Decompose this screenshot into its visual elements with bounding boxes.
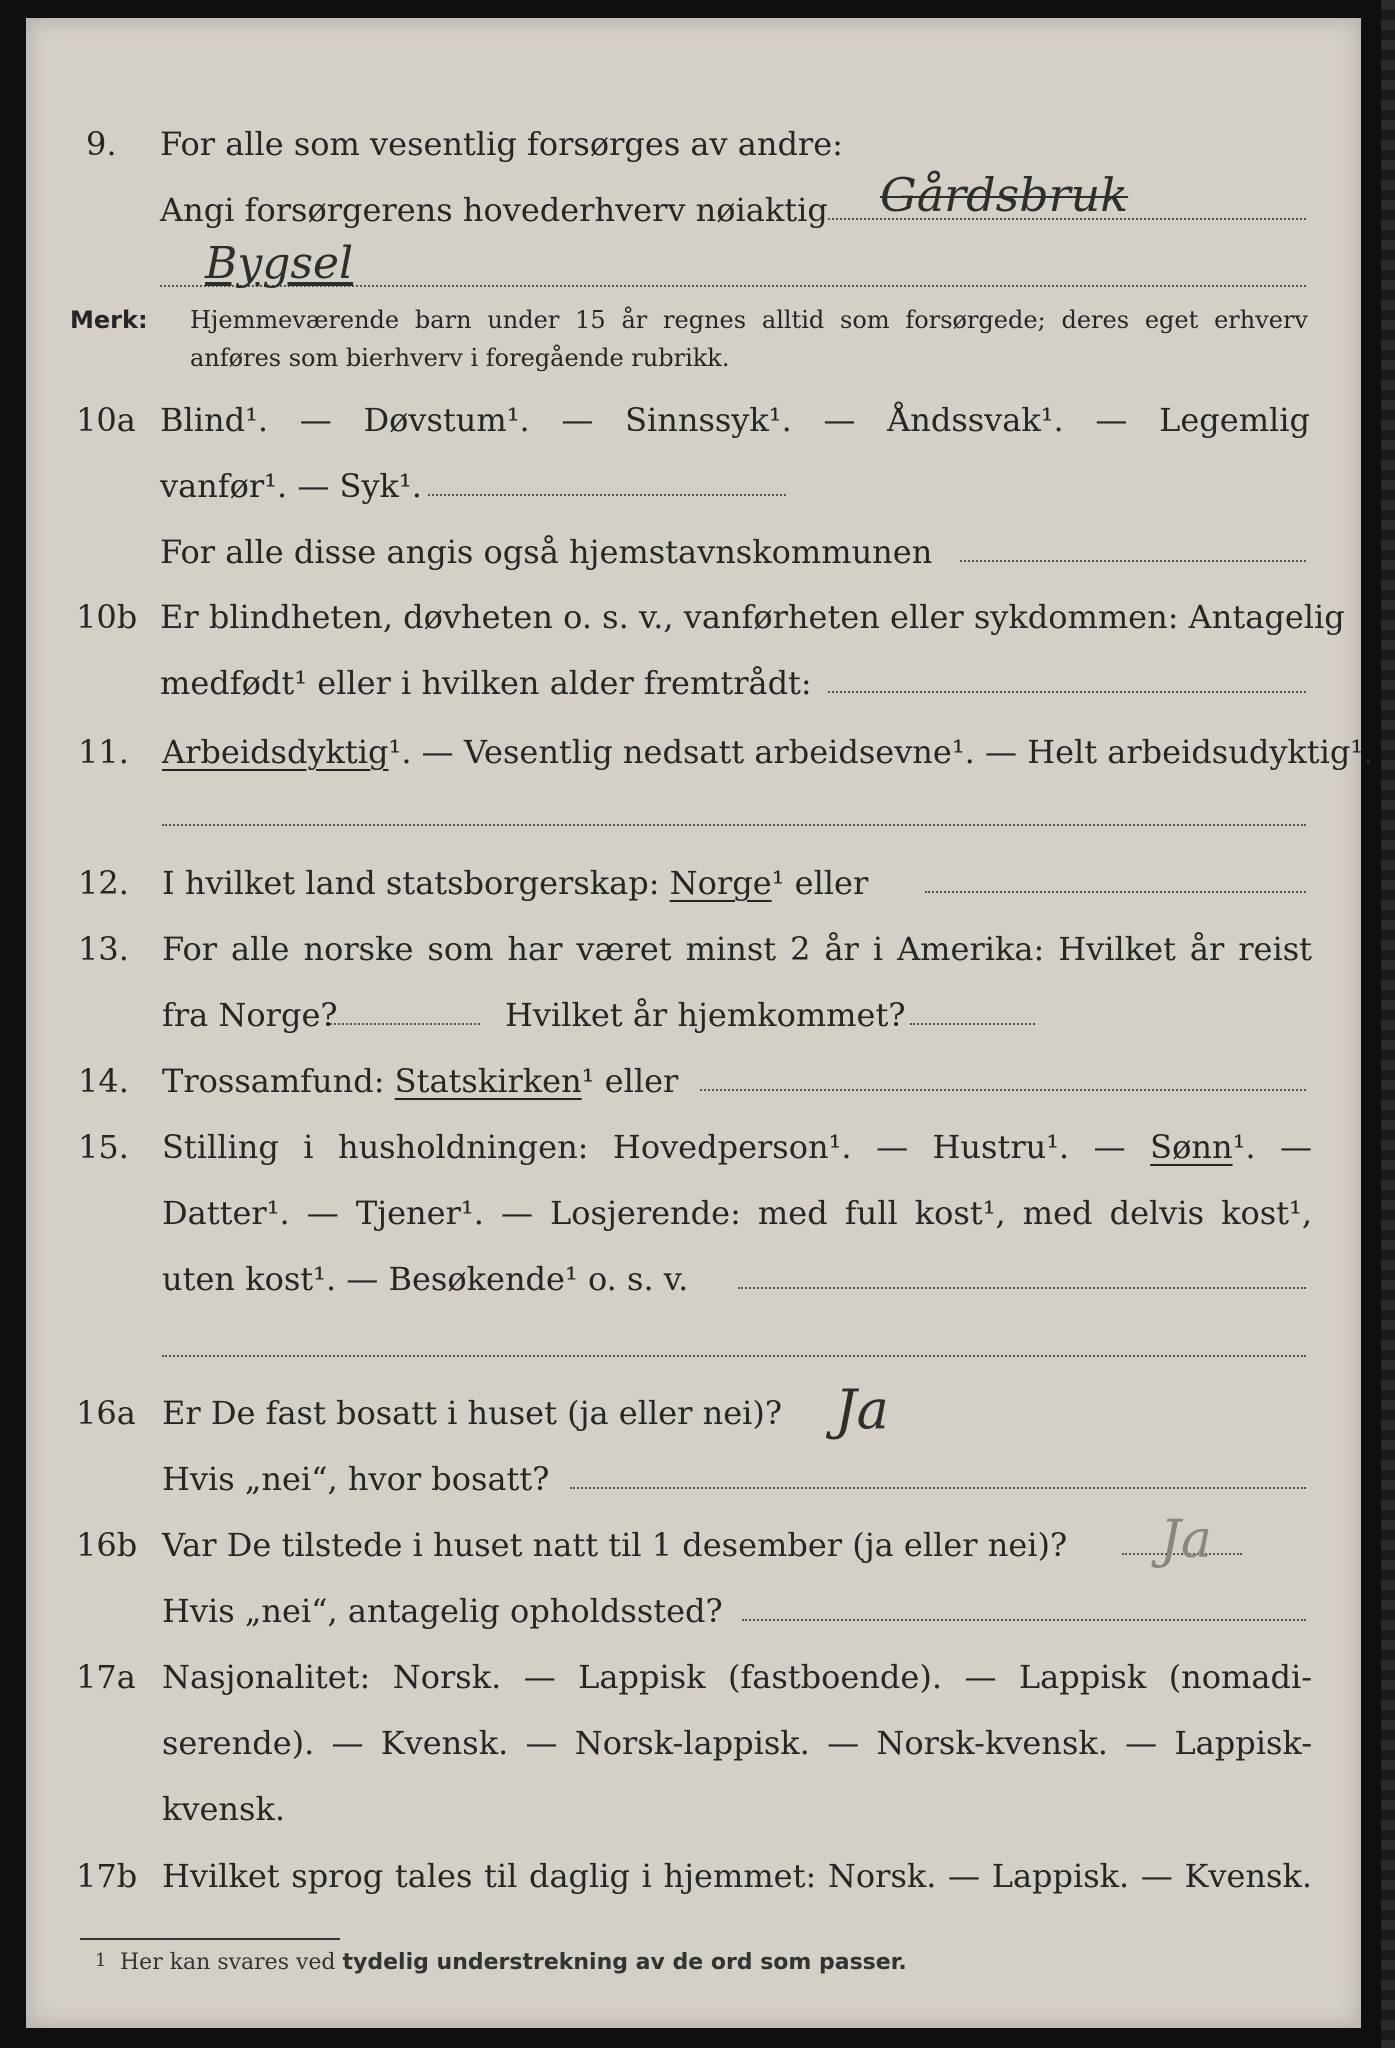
q15-line2: Datter¹. — Tjener¹. — Losjerende: med full kost¹, med delvis kost¹, [162, 1194, 1312, 1232]
q11-number: 11. [78, 733, 129, 771]
q12-line [162, 863, 868, 903]
q13-line1: For alle norske som har været minst 2 år i Amerika: Hvilket år reist [162, 930, 1312, 968]
q15-option-underlined[interactable]: Sønn [1150, 1128, 1233, 1166]
q15-line1-post: ¹. — [1232, 1128, 1313, 1166]
merk-line1: Hjemmeværende barn under 15 år regnes alltid som forsørgede; deres eget erhverv [190, 306, 1308, 334]
merk-line2: anføres som bierhverv i foregående rubrikk. [190, 344, 730, 372]
q12-pre: I hvilket land statsborgerskap: [162, 864, 660, 902]
q14-line [162, 1061, 678, 1101]
q16b-handwritten-answer: Ja [1160, 1510, 1212, 1570]
footnote-text [120, 1950, 907, 1975]
footnote-pre: Her kan svares ved [120, 1950, 336, 1975]
footnote-rule [80, 1938, 340, 1940]
q11-answer-line[interactable] [162, 824, 1306, 826]
q13-return-year-line[interactable] [910, 1023, 1035, 1025]
q9-handwritten-detail: Bygsel [205, 238, 354, 289]
q16a-handwritten-answer: Ja [835, 1378, 889, 1441]
q12-number: 12. [78, 864, 129, 902]
q10a-line3: For alle disse angis også hjemstavnskommunen [160, 533, 933, 571]
q16a-line1: Er De fast bosatt i huset (ja eller nei)? [162, 1394, 783, 1432]
q11-rest: ¹. — Vesentlig nedsatt arbeidsevne¹. — Helt arbeidsudyktig¹. [388, 733, 1374, 771]
q17b-line1: Hvilket sprog tales til daglig i hjemmet: Norsk. — Lappisk. — Kvensk. [162, 1857, 1312, 1895]
q16b-stay-line[interactable] [742, 1619, 1306, 1621]
q11-option-underlined[interactable]: Arbeidsdyktig [162, 733, 389, 771]
q15-answer-line2[interactable] [162, 1355, 1306, 1357]
q15-answer-line1[interactable] [738, 1287, 1306, 1289]
q15-line1-pre: Stilling i husholdningen: Hovedperson¹. — Hustru¹. — [162, 1128, 1126, 1166]
q10b-answer-line[interactable] [828, 691, 1306, 693]
q10a-number: 10a [76, 401, 136, 439]
q17a-line2: serende). — Kvensk. — Norsk-lappisk. — Norsk-kvensk. — Lappisk- [162, 1724, 1312, 1762]
q15-line1 [162, 1127, 1312, 1167]
q9-line2: Angi forsørgerens hovederhverv nøiaktig [160, 191, 828, 229]
q16a-line2: Hvis „nei“, hvor bosatt? [162, 1460, 550, 1498]
q15-line3: uten kost¹. — Besøkende¹ o. s. v. [162, 1260, 689, 1298]
q16a-number: 16a [76, 1394, 136, 1432]
q9-handwritten-occupation: Gårdsbruk [880, 168, 1129, 222]
footnote-bold: tydelig understrekning av de ord som passer. [342, 1950, 907, 1975]
q13-line2b: Hvilket år hjemkommet? [505, 996, 906, 1034]
q14-option-underlined[interactable]: Statskirken [394, 1062, 582, 1100]
binding-edge [1381, 0, 1395, 2048]
q14-answer-line[interactable] [700, 1089, 1306, 1091]
q10b-number: 10b [76, 598, 138, 636]
q12-answer-line[interactable] [925, 891, 1306, 893]
q17a-line1: Nasjonalitet: Norsk. — Lappisk (fastboende). — Lappisk (nomadi- [162, 1658, 1312, 1696]
q14-post: ¹ eller [581, 1062, 679, 1100]
q17a-number: 17a [76, 1658, 136, 1696]
q17a-line3: kvensk. [162, 1790, 285, 1828]
q10b-line1: Er blindheten, døvheten o. s. v., vanførheten eller sykdommen: Antagelig [160, 598, 1345, 636]
q12-option-underlined[interactable]: Norge [669, 864, 772, 902]
q10a-hometown-line[interactable] [960, 560, 1306, 562]
merk-label: Merk: [70, 306, 148, 334]
q10a-answer-line[interactable] [428, 494, 786, 496]
q13-number: 13. [78, 930, 129, 968]
q10a-line2: vanfør¹. — Syk¹. [160, 467, 422, 505]
q17b-number: 17b [76, 1857, 138, 1895]
footnote-marker: 1 [95, 1950, 107, 1971]
q16b-line2: Hvis „nei“, antagelig opholdssted? [162, 1592, 723, 1630]
q16b-line1: Var De tilstede i huset natt til 1 desember (ja eller nei)? [162, 1526, 1068, 1564]
q10a-line1: Blind¹. — Døvstum¹. — Sinnssyk¹. — Åndssvak¹. — Legemlig [160, 401, 1310, 439]
q16b-number: 16b [76, 1526, 138, 1564]
q9-number: 9. [86, 125, 117, 163]
q15-number: 15. [78, 1128, 129, 1166]
q14-number: 14. [78, 1062, 129, 1100]
q10b-line2: medfødt¹ eller i hvilken alder fremtrådt: [160, 664, 812, 702]
q12-post: ¹ eller [771, 864, 869, 902]
q11-line [162, 732, 1374, 772]
q16a-answer-line[interactable] [570, 1487, 1306, 1489]
q13-left-year-line[interactable] [330, 1023, 480, 1025]
q9-line1: For alle som vesentlig forsørges av andre: [160, 125, 843, 163]
q13-line2a: fra Norge? [162, 996, 338, 1034]
q14-pre: Trossamfund: [162, 1062, 385, 1100]
